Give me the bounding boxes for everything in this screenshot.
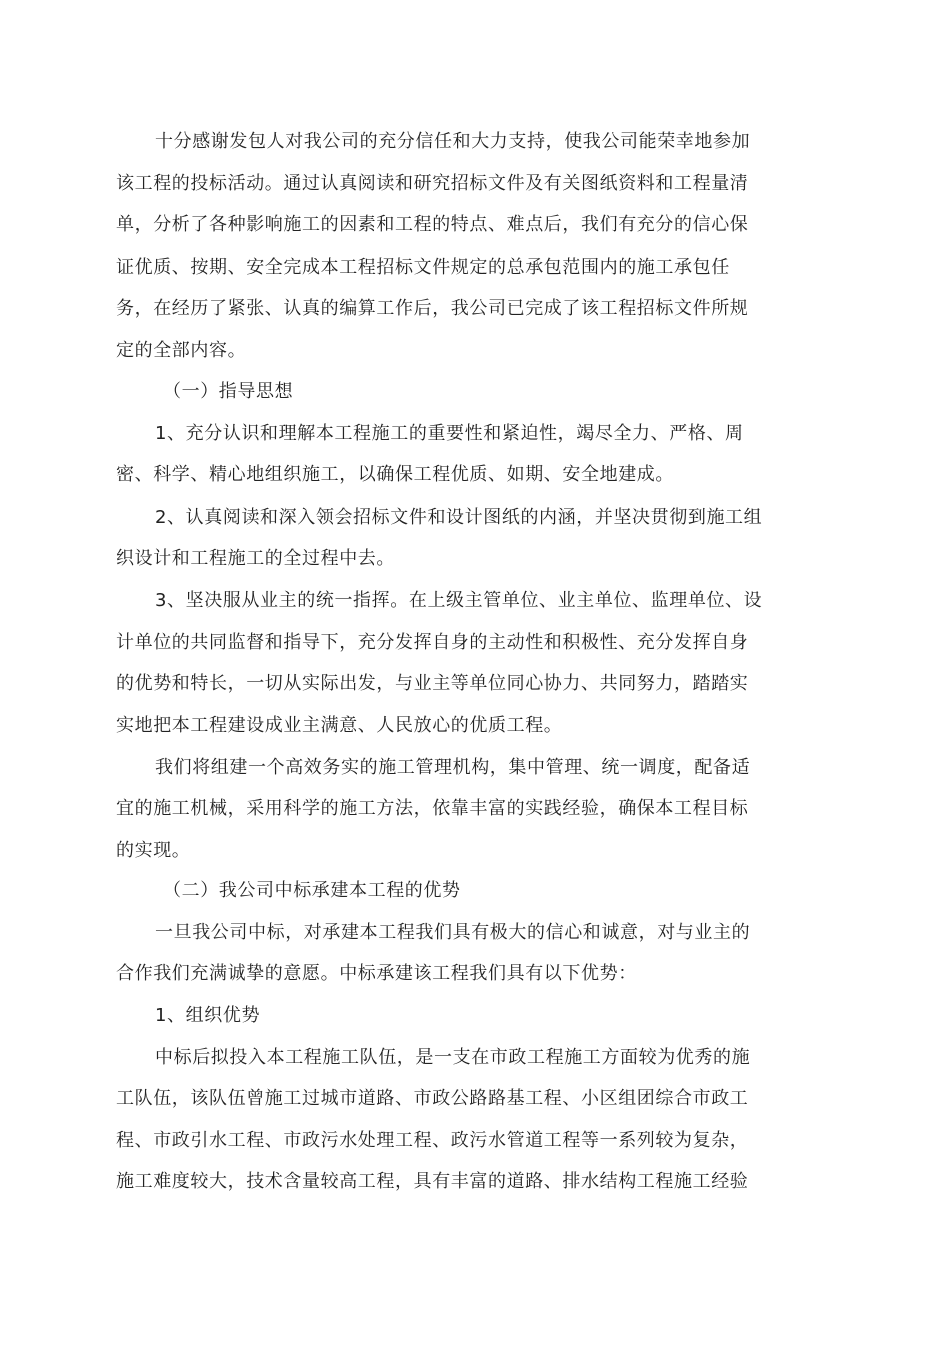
text-line: 1、充分认识和理解本工程施工的重要性和紧迫性，竭尽全力、严格、周 <box>155 423 744 444</box>
text-line: 该工程的投标活动。通过认真阅读和研究招标文件及有关图纸资料和工程量清 <box>116 173 749 194</box>
text-line: 中标后拟投入本工程施工队伍，是一支在市政工程施工方面较为优秀的施 <box>155 1047 751 1068</box>
section-heading-advantages: （二）我公司中标承建本工程的优势 <box>163 880 461 901</box>
text-line: 的优势和特长，一切从实际出发，与业主等单位同心协力、共同努力，踏踏实 <box>116 673 749 694</box>
text-line: 计单位的共同监督和指导下，充分发挥自身的主动性和积极性、充分发挥自身 <box>116 632 749 653</box>
text-line: 织设计和工程施工的全过程中去。 <box>116 548 395 569</box>
text-line: 单，分析了各种影响施工的因素和工程的特点、难点后，我们有充分的信心保 <box>116 214 749 235</box>
text-line: 证优质、按期、安全完成本工程招标文件规定的总承包范围内的施工承包任 <box>116 257 730 278</box>
text-line: 3、坚决服从业主的统一指挥。在上级主管单位、业主单位、监理单位、设 <box>155 590 763 611</box>
text-line: 务，在经历了紧张、认真的编算工作后，我公司已完成了该工程招标文件所规 <box>116 298 749 319</box>
section-heading-guiding-thought: （一）指导思想 <box>163 381 294 402</box>
text-line: 的实现。 <box>116 840 191 861</box>
text-line: 程、市政引水工程、市政污水处理工程、政污水管道工程等一系列较为复杂， <box>116 1130 749 1151</box>
subsection-heading-organization: 1、组织优势 <box>155 1005 261 1026</box>
text-line: 实地把本工程建设成业主满意、人民放心的优质工程。 <box>116 715 563 736</box>
text-line: 工队伍，该队伍曾施工过城市道路、市政公路路基工程、小区组团综合市政工 <box>116 1088 749 1109</box>
text-line: 定的全部内容。 <box>116 340 247 361</box>
text-line: 2、认真阅读和深入领会招标文件和设计图纸的内涵，并坚决贯彻到施工组 <box>155 507 763 528</box>
text-line: 宜的施工机械，采用科学的施工方法，依靠丰富的实践经验，确保本工程目标 <box>116 798 749 819</box>
text-line: 密、科学、精心地组织施工，以确保工程优质、如期、安全地建成。 <box>116 464 674 485</box>
text-line: 十分感谢发包人对我公司的充分信任和大力支持，使我公司能荣幸地参加 <box>155 131 751 152</box>
text-line: 一旦我公司中标，对承建本工程我们具有极大的信心和诚意，对与业主的 <box>155 922 751 943</box>
text-line: 施工难度较大，技术含量较高工程，具有丰富的道路、排水结构工程施工经验 <box>116 1171 749 1192</box>
text-line: 合作我们充满诚挚的意愿。中标承建该工程我们具有以下优势： <box>116 963 637 984</box>
text-line: 我们将组建一个高效务实的施工管理机构，集中管理、统一调度，配备适 <box>155 757 751 778</box>
